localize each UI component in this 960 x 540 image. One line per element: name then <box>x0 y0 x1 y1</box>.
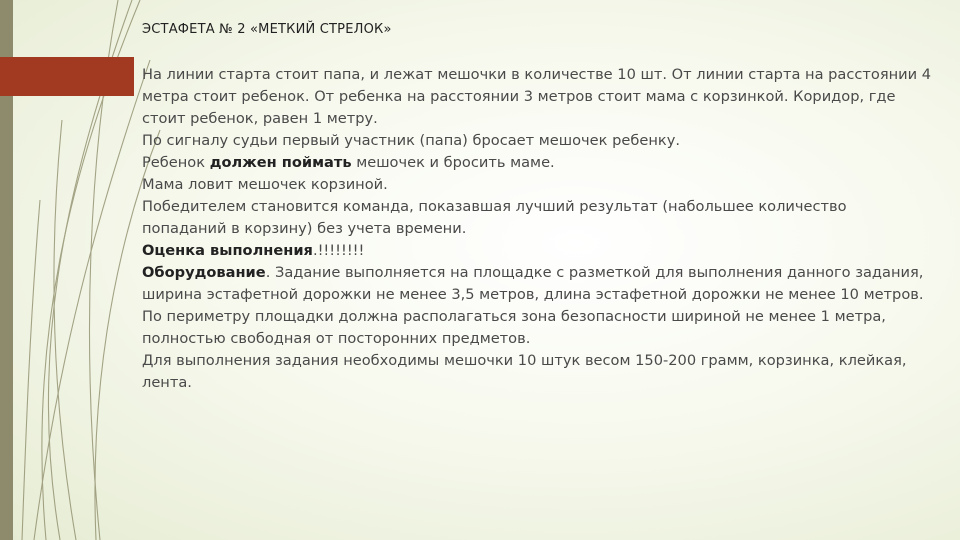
paragraph-5: Победителем становится команда, показавшая лучший результат (набольшее количество попаданий в корзину) без учета времени. <box>142 198 847 237</box>
slide-content <box>142 64 932 394</box>
paragraph-8: По периметру площадки должна располагаться зона безопасности шириной не менее 1 метра, полностью свободная от посторонних предметов. <box>142 308 886 347</box>
paragraph-7-bold: Оборудование <box>142 264 266 281</box>
paragraph-4: Мама ловит мешочек корзиной. <box>142 176 388 193</box>
paragraph-2: По сигналу судьи первый участник (папа) бросает мешочек ребенку. <box>142 132 680 149</box>
paragraph-9: Для выполнения задания необходимы мешочки 10 штук весом 150-200 грамм, корзинка, клейкая, лента. <box>142 352 907 391</box>
paragraph-7-after: . Задание выполняется на площадке с разметкой для выполнения данного задания, ширина эстафетной дорожки не менее 3,5 метров, длина эстафетной дорожки не менее 10 метров. <box>142 264 924 303</box>
decor-line-5 <box>54 120 76 540</box>
paragraph-1: На линии старта стоит папа, и лежат мешочки в количестве 10 шт. От линии старта на расстоянии 4 метра стоит ребенок. От ребенка на расстоянии 3 метров стоит мама с корзинкой. Коридор, где стоит ребенок, равен 1 метру. <box>142 66 932 127</box>
paragraph-3 <box>142 152 932 174</box>
decor-line-3 <box>34 60 150 540</box>
paragraph-6-bold: Оценка выполнения <box>142 242 313 259</box>
accent-bar <box>0 57 134 96</box>
paragraph-6 <box>142 240 932 262</box>
slide-title: ЭСТАФЕТА № 2 «МЕТКИЙ СТРЕЛОК» <box>142 22 392 37</box>
paragraph-6-after: .!!!!!!!! <box>312 242 365 259</box>
decor-line-7 <box>22 200 40 540</box>
paragraph-7 <box>142 262 932 306</box>
paragraph-3-bold: должен поймать <box>209 154 352 171</box>
paragraph-3-after: мешочек и бросить маме. <box>351 154 555 171</box>
paragraph-3-before: Ребенок <box>142 154 210 171</box>
